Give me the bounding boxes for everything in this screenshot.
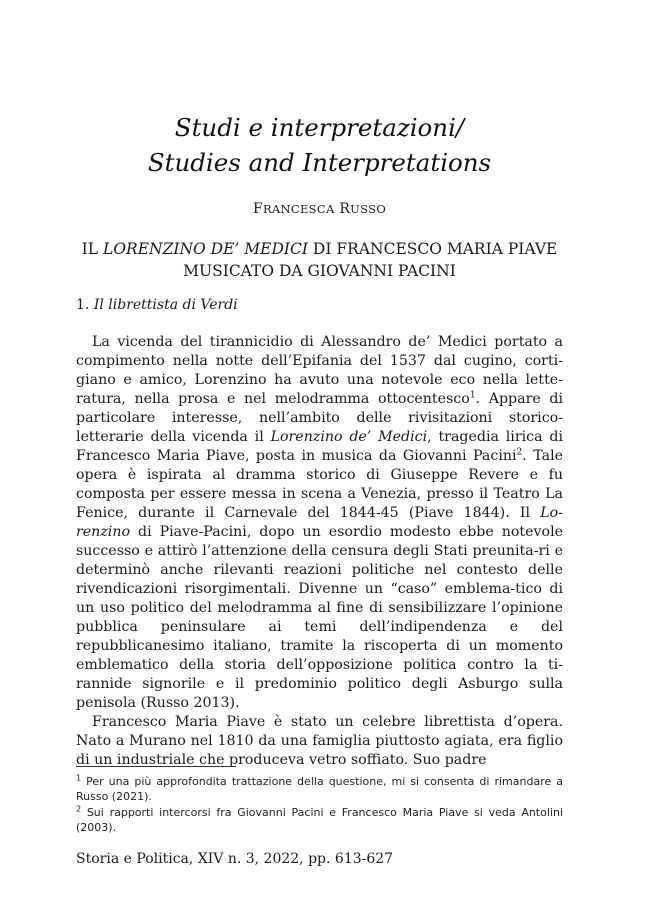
journal-citation: Storia e Politica, XIV n. 3, 2022, pp. 613-627 (76, 851, 394, 867)
footnote-2: $^2$ Sui rapporti intercorsi fra Giovanni Pacini e Francesco Maria Piave si veda Antolini (2003). (76, 804, 563, 834)
section-heading (76, 110, 563, 180)
article-title-line-1: IL LORENZINO DE’ MEDICI DI FRANCESCO MARIA PIAVE (81, 240, 558, 258)
paragraph-1: La vicenda del tirannicidio di Alessandro de’ Medici portato a compimento nella notte dell’Epifania del 1537 dal cugino, corti-giano e amico, Lorenzino ha avuto una notevole eco nella lette-ratura, nella prosa e nel melodramma ottocentesco$^1$. Appare di particolare interesse, nell’ambito delle rivisitazioni storico-letterarie della vicenda il Lorenzino de’ Medici, tragedia lirica di Francesco Maria Piave, posta in musica da Giovanni Pacini$^2$. Tale opera è ispirata al dramma storico di Giuseppe Revere e fu composta per essere messa in scena a Venezia, presso il Teatro La Fenice, durante il Carnevale del 1844-45 (Piave 1844). Il Lo-renzino di Piave-Pacini, dopo un esordio modesto ebbe notevole successo e attirò l’attenzione della censura degli Stati preunita-ri e determinò anche rilevanti reazioni politiche nel contesto delle rivendicazioni risorgimentali. Divenne un “caso” emblema-tico di un uso politico del melodramma al fine di sensibilizzare l’opinione pubblica peninsulare ai temi dell’indipendenza e del repubblicanesimo italiano, tramite la riscoperta di un momento emblematico della storia dell’opposizione politica contro la ti-rannide signorile e il predominio politico degli Asburgo sulla penisola (Russo 2013). (76, 334, 564, 711)
section-heading-line-1: Studi e interpretazioni/ (174, 113, 465, 142)
paragraph-2: Francesco Maria Piave è stato un celebre librettista d’opera. Nato a Murano nel 1810 da una famiglia piuttosto agiata, era figlio di un industriale che produceva vetro soffiato. Suo padre (76, 714, 563, 768)
article-title-line-2: MUSICATO DA GIOVANNI PACINI (183, 262, 456, 280)
body-text (76, 333, 563, 770)
footnote-1: $^1$ Per una più approfondita trattazione della questione, mi si consenta di rimandare a Russo (2021). (76, 773, 564, 803)
subsection-heading: 1. Il librettista di Verdi (76, 297, 238, 313)
footnote-divider (76, 766, 236, 767)
footnote-ref-2: 2 (516, 447, 523, 458)
author-name: FRANCESCA RUSSO (252, 201, 387, 217)
footnote-ref-1: 1 (469, 390, 476, 401)
article-title (76, 238, 563, 282)
section-heading-line-2: Studies and Interpretations (147, 148, 492, 177)
